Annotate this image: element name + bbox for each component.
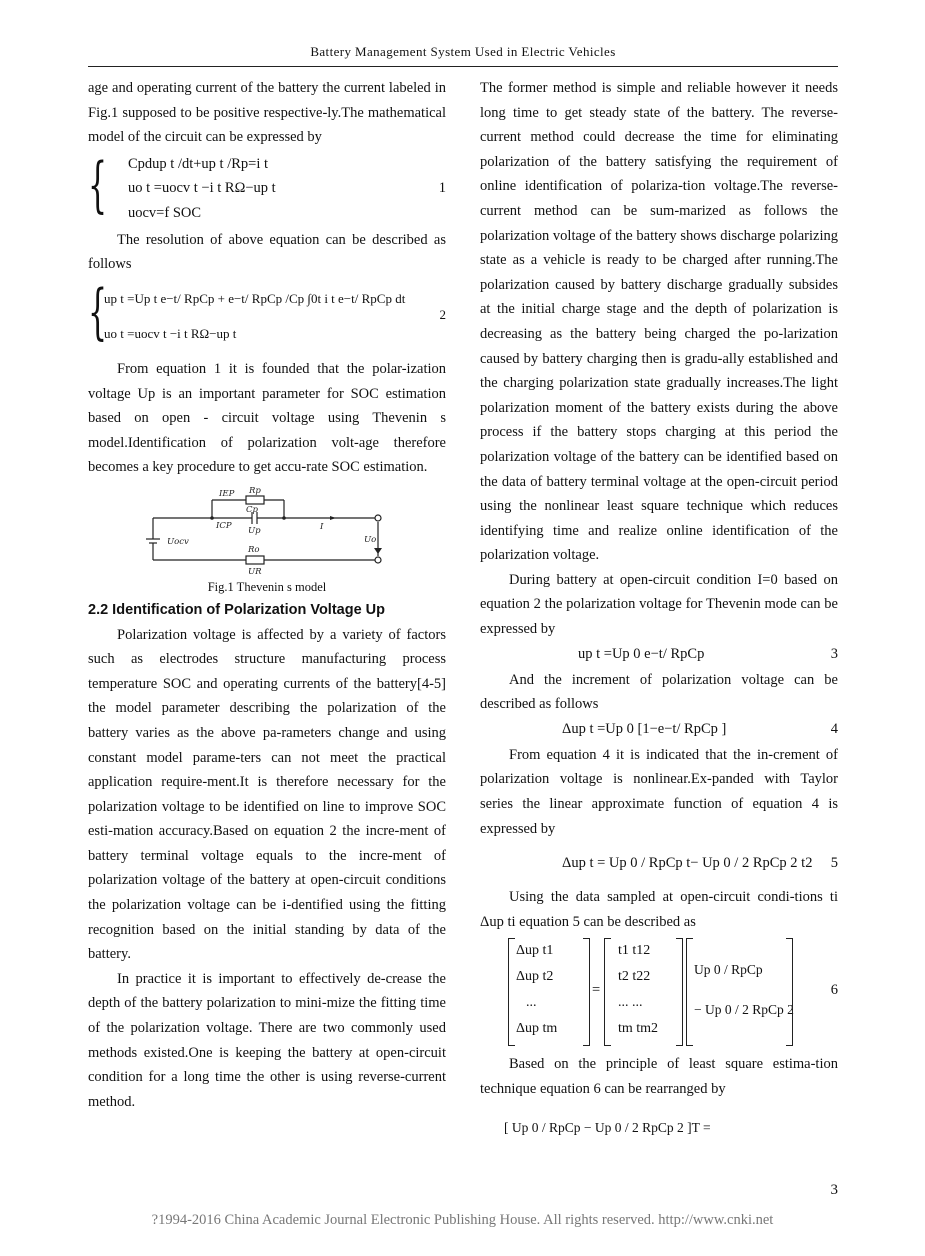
equation-1: { Cpdup t /dt+up t /Rp=i t uo t =uocv t −i t RΩ−up t uocv=f SOC 1 (88, 152, 446, 226)
circuit-figure (88, 484, 446, 576)
header-rule (88, 66, 838, 67)
equation-number: 1 (438, 179, 446, 196)
figure-caption: Fig.1 Thevenin s model (207, 579, 327, 594)
paragraph: Using the data sampled at open-circuit condi-tions ti Δup ti equation 5 can be described as (480, 889, 838, 930)
equation-6: Δup t1 Δup t2 ... Δup tm = t1 t12 t2 t22 ... ... tm tm2 Up 0 / RpCp − Up 0 / 2 RpCp 2 6 (480, 934, 838, 1052)
equation-line: uo t =uocv t −i t RΩ−up t (128, 180, 276, 197)
matrix-lhs: Δup t1 Δup t2 ... Δup tm (516, 943, 558, 1037)
equation-3 (480, 642, 838, 668)
cp-label: Cp (246, 504, 258, 515)
left-column (88, 76, 446, 1114)
paragraph: The former method is simple and reliable however it needs long time to get steady state of the battery. The reverse-current method could decrease the time for eliminating polarization of the battery satisfying the requirement of online identification of polariza-tion voltage.The reverse-current method can be sum-marized as follows the polarization voltage of the battery shows discharge polarizing state as a vehicle is ready to be charged after running.The polarization caused by battery discharge gradually subsides at the initial charge stage and the depth of polarization is decreasing as the battery being charged the po-larization caused by battery charging then is gradu-ally established and the charging polarization state gradually increases.The light polarization moment of the battery exists during the above process if the battery stops charging at this period the polarization voltage of the battery can be identified based on the data of battery terminal voltage at the open-circuit period using the nonlinear least square technique which reduces identifying time and realize online identification of the polarization voltage. (480, 80, 838, 564)
ur-label: UR (248, 566, 262, 576)
copyright-footer: ?1994-2016 China Academic Journal Electronic Publishing House. All rights reserved. http://www.cnki.net (151, 1212, 774, 1228)
current-label: I (320, 521, 324, 532)
equation-number: 3 (830, 645, 838, 662)
rp-label: Rp (249, 485, 261, 496)
up-label: Up (248, 525, 261, 536)
page-number: 3 (830, 1182, 838, 1198)
paragraph: And the increment of polarization voltage can be described as follows (480, 671, 838, 713)
uocv-label: Uocv (167, 536, 189, 547)
section-heading: 2.2 Identification of Polarization Voltage Up (88, 601, 386, 618)
paragraph: During battery at open-circuit condition I=0 based on equation 2 the polarization voltage for Thevenin mode can be expressed by (480, 571, 838, 638)
equation-line: Cpdup t /dt+up t /Rp=i t (128, 155, 269, 172)
equation-2: { up t =Up t e−t/ RpCp + e−t/ RpCp /Cp ∫0t i t e−t/ RpCp dt uo t =uocv t −i t RΩ−up t 2 (88, 276, 446, 347)
paragraph: Based on the principle of least square estima-tion technique equation 6 can be rearranged by (480, 1056, 838, 1097)
icp-label: ICP (216, 520, 232, 531)
equation-7 (480, 1102, 838, 1150)
equation-number: 6 (830, 982, 838, 999)
paragraph: From equation 4 it is indicated that the in-crement of polarization voltage is nonlinear.Ex-panded with Taylor series the linear approximate function of equation 4 is expressed by (480, 746, 838, 837)
paragraph: The resolution of above equation can be described as follows (88, 231, 446, 273)
equation-body: Δup t =Up 0 [1−e−t/ RpCp ] (562, 720, 727, 737)
paragraph: From equation 1 it is founded that the polar-ization voltage Up is an important parameter for SOC estimation based on open - circuit voltage using Thevenin s model.Identification of polarization volt-age therefore becomes a key procedure to get accu-rate SOC estimation. (88, 360, 446, 476)
equation-number: 4 (830, 720, 838, 737)
matrix-mid: t1 t12 t2 t22 ... ... tm tm2 (618, 943, 659, 1037)
equation-line: up t =Up t e−t/ RpCp + e−t/ RpCp /Cp ∫0t i t e−t/ RpCp dt (104, 290, 406, 306)
equation-body: Δup t = Up 0 / RpCp t− Up 0 / 2 RpCp 2 t2 (562, 855, 813, 872)
equation-body: up t =Up 0 e−t/ RpCp (578, 645, 705, 662)
matrix-rhs: Up 0 / RpCp − Up 0 / 2 RpCp 2 (694, 962, 794, 1018)
equation-line: uo t =uocv t −i t RΩ−up t (104, 325, 237, 341)
uo-label: Uo (364, 534, 377, 545)
thevenin-circuit-diagram (88, 484, 446, 576)
paragraph: Polarization voltage is affected by a variety of factors such as electrodes structure manufacturing process temperature SOC and operating currents of the battery[4-5] the model parameter describing the polarization of the battery varies as the above pa-rameters change and using constant model parame-ters can not meet the practical application require-ment.It is therefore necessary for the polarization voltage to be identified on line to improve SOC esti-mation accuracy.Based on equation 2 the incre-ment of battery terminal voltage equals to the incre-ment of polarization voltage of the battery at open-circuit conditions the polarization voltage can be i-dentified using the fitting recognition based on the initial standing by data of the battery. (88, 626, 446, 963)
equation-body: [ Up 0 / RpCp − Up 0 / 2 RpCp 2 ]T = (504, 1119, 711, 1135)
equation-5 (480, 841, 838, 885)
right-column (480, 76, 838, 1150)
iep-label: IEP (219, 488, 235, 499)
ro-label: Ro (248, 544, 260, 555)
equation-4 (480, 717, 838, 743)
paragraph: In practice it is important to effectively de-crease the depth of the battery polarization to mini-mize the fitting time of the polarization voltage. There are two commonly used methods existed.One is keeping the battery at open-circuit condition for a long time the other is using reverse-current method. (88, 970, 446, 1110)
running-header: Battery Management System Used in Electric Vehicles (310, 44, 616, 59)
paragraph: age and operating current of the battery the current labeled in Fig.1 supposed to be positive respective-ly.The mathematical model of the circuit can be expressed by (88, 80, 446, 146)
equation-line: uocv=f SOC (128, 204, 202, 221)
equation-number: 5 (830, 855, 838, 872)
equation-number: 2 (439, 306, 446, 322)
